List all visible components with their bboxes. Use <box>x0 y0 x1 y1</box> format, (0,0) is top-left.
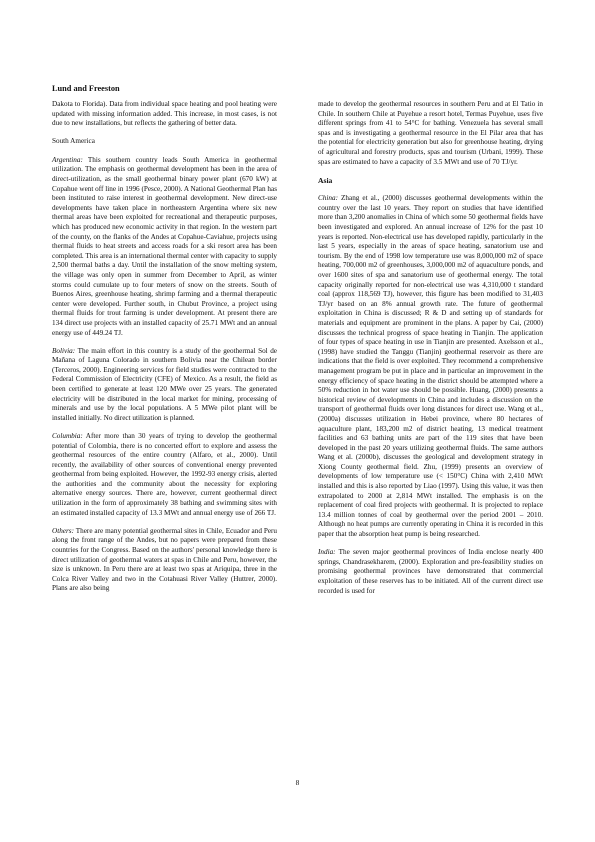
paragraph-text: This southern country leads South America in geothermal utilization. The emphasis on geothermal development has been in the area of direct-utilization, as the small geothermal binary power plant (670 kW) at Copahue went off line in 1996 (Pesce, 2000). A National Geothermal Plan has been instituted to raise interest in geothermal development. New direct-use developments have taken place in northeastern Argentina where six new thermal areas have been exploited for recreational and therapeutic purposes, which has produced new economic activity in that region. In the western part of the county, on the flanks of the Andes at Copahue-Caviahue, projects using thermal fluids to heat streets and access roads for a ski resort area has been completed. This area is an international thermal center with capacity to supply 2,500 thermal baths a day. Until the installation of the snow melting system, the village was only open in summer from December to April, as winter storms could cumulate up to four meters of snow on the streets. South of Buenos Aires, greenhouse heating, shrimp farming and a thermal therapeutic center were developed. Further south, in Chubut Province, a project using thermal fluids for trout farming is under development. At present there are 134 direct use projects with an installed capacity of 25.71 MWt and an annual energy use of 449.24 TJ. <box>52 155 278 337</box>
continuation-paragraph: made to develop the geothermal resources in southern Peru and at El Tatio in Chile. In southern Chile at Puyehue a resort hotel, Termas Puyehue, uses five different springs from 41 to 54°C for bathing. Venezuela has several small spas and is investigating a geothermal resource in the El Pilar area that has the potential for electricity generation but also for greenhouse heating, drying of agricultural and forestry products, spas and tourism (Urbani, 1999). These spas are estimated to have a capacity of 3.5 MWt and use of 70 TJ/yr. <box>318 100 543 166</box>
paragraph-text: Zhang et al., (2000) discusses geothermal developments within the country over the last 10 years. They report on studies that have identified more than 3,200 anomalies in China of which some 50 geothermal fields have been investigated and explored. An annual increase of 12% for the past 10 years is reported. Non-electrical use has developed rapidly, particularly in the last 5 years, especially in the areas of space heating, sanatorium use and tourism. By the end of 1998 low temperature use was 8,000,000 m2 of space heating, 700,000 m2 of greenhouses, 3,000,000 m2 of aquaculture ponds, and over 1600 sites of spa and sanatorium use of geothermal energy. The total capacity originally reported for non-electrical use was 4,310,000 t standard coal (approx 118,569 TJ), however, this figure has been modified to 31,403 TJ/yr based on an 8% annual growth rate. The future of geothermal exploitation in China is discussed; R & D and setting up of standards for materials and equipment are prominent in the plans. A paper by Cai, (2000) discusses the technical progress of space heating in Tianjin. The application of four types of space heating in use in Tianjin are presented. Axelsson et al., (1998) have studied the Tanggu (Tianjin) geothermal reservoir as there are indications that the field is over exploited. They recommend a comprehensive management program be put in place and in particular an improvement in the energy efficiency of space heating in the district should be attempted where a 50% reduction in hot water use should be possible. Huang, (2000) presents a historical review of developments in China and includes a discussion on the transport of geothermal fluids over long distances for direct use. Wang et al., (2000a) discusses utilization in Hebei province, where 80 hectares of aquaculture plant, 183,200 m2 of district heating, 13 medical treatment facilities and 63 bathing units are part of the 119 sites that have been developed in the past 20 years utilizing geothermal fluids. The same authors Wang et al. (2000b), discusses the geological and development strategy in Xiong County geothermal field. Zhu, (1999) presents an overview of developments of low temperature use (< 150°C) China with 2,410 MWt installed and this is also reported by Liao (1997). Using this value, it was then extrapolated to 2000 at 2,814 MWt installed. The emphasis is on the replacement of coal fired projects with geothermal. It is projected to replace 13.4 million tonnes of coal by geothermal over the period 2001 – 2010. Although no heat pumps are currently operating in China it is recorded in this paper that the absorption heat pump is being researched. <box>318 194 543 539</box>
paragraph-china <box>318 194 543 539</box>
lead-label: Argentina: <box>52 155 83 164</box>
lead-label: China: <box>318 194 338 203</box>
paragraph-bolivia <box>52 347 277 424</box>
lead-label: India: <box>318 548 336 557</box>
paragraph-argentina <box>52 156 277 338</box>
page-number: 8 <box>295 778 300 787</box>
lead-label: Others: <box>52 526 74 535</box>
right-column <box>318 100 543 605</box>
paragraph-text: The seven major geothermal provinces of India enclose nearly 400 springs, Chandrasekharem, (2000). Exploration and pre-feasibility studies on promising geothermal provinces have demonstrated that commercial exploitation of these reserves has to be initiated. All of the current direct use recorded is used for <box>318 548 543 595</box>
paragraph-text: There are many potential geothermal sites in Chile, Ecuador and Peru along the front range of the Andes, but no papers were prepared from these countries for the Congress. Based on the authors' personal knowledge there is direct utilization of geothermal waters at spas in Chile and Peru, however, the size is unknown. In Peru there are at least two spas at Ariquipa, three in the Colca River Valley and two in the Cotahuasi River Valley (Huttrer, 2000). Plans are also being <box>52 526 277 593</box>
paragraph-columbia <box>52 432 277 518</box>
paragraph-text: The main effort in this country is a study of the geothermal Sol de Mañana of Laguna Colorado in southern Bolivia near the Chilean border (Terceros, 2000). Engineering services for field studies were contracted to the Federal Commission of Electricity (CFE) of Mexico. As a result, the field as been certified to generate at least 120 MWe over 25 years. The generated electricity will be distributed in the local market for mining, processing of minerals and use by the local populations. A 5 MWe pilot plant will be installed initially. No direct utilization is planned. <box>52 346 277 422</box>
left-column <box>52 100 277 602</box>
lead-label: Bolivia: <box>52 346 76 355</box>
intro-paragraph: Dakota to Florida). Data from individual space heating and pool heating were updated with missing information added. This increase, in most cases, is not due to new installations, but reflects the gathering of better data. <box>52 100 277 128</box>
running-head: Lund and Freeston <box>52 84 120 93</box>
paragraph-text: After more than 30 years of trying to develop the geothermal potential of Colombia, there is no concerted effort to explore and assess the geothermal resources of the entire country (Alfaro, et al., 2000). Until recently, the availability of other sources of conventional energy prevented geothermal from being exploited. However, the 1992-93 energy crisis, alerted the authorities and the community about the necessity for exploring alternative energy sources. There are, however, current geothermal direct utilization in the form of approximately 38 bathing and swimming sites with an estimated installed capacity of 13.3 MWt and annual energy use of 266 TJ. <box>52 431 277 517</box>
lead-label: Columbia: <box>52 431 83 440</box>
region-heading-asia: Asia <box>318 175 333 185</box>
paragraph-others <box>52 527 277 594</box>
paragraph-india <box>318 548 543 596</box>
region-heading-south-america: South America <box>52 137 95 146</box>
